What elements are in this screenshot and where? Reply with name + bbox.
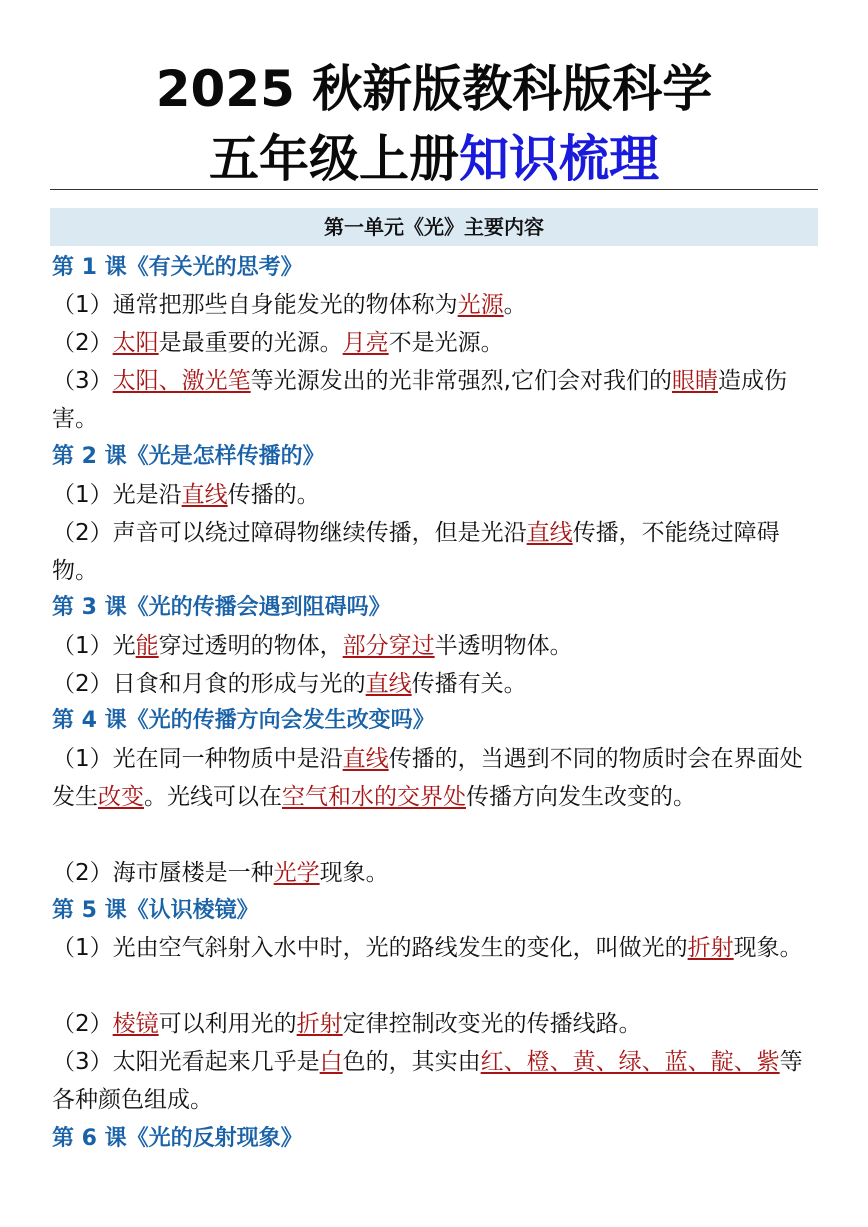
lesson-paragraph bbox=[52, 1005, 812, 1043]
paragraph-text: 传播的。 bbox=[227, 482, 320, 508]
paragraph-text: （1）光由空气斜射入水中时，光的路线发生的变化，叫做光的 bbox=[52, 935, 688, 961]
keyword: 直线 bbox=[526, 520, 573, 546]
paragraph-text: （2）日食和月食的形成与光的 bbox=[52, 671, 366, 697]
paragraph-text: （2） bbox=[52, 1011, 113, 1037]
keyword: 红、橙、黄、绿、蓝、靛、紫 bbox=[480, 1049, 780, 1075]
paragraph-text: 。光线可以在 bbox=[144, 784, 282, 810]
paragraph-text: 传播有关。 bbox=[411, 671, 527, 697]
paragraph-text: （2）海市蜃楼是一种 bbox=[52, 860, 274, 886]
paragraph-text: 色的，其实由 bbox=[342, 1049, 481, 1075]
keyword: 能 bbox=[135, 633, 159, 659]
lesson-title: 第 4 课《光的传播方向会发生改变吗》 bbox=[52, 708, 435, 733]
paragraph-text: 半透明物体。 bbox=[434, 633, 573, 659]
keyword: 空气和水的交界处 bbox=[282, 784, 466, 810]
lesson-paragraph bbox=[52, 286, 812, 324]
paragraph-text: 现象。 bbox=[319, 860, 389, 886]
keyword: 太阳、激光笔 bbox=[112, 368, 251, 394]
paragraph-text: 传播方向发生改变的。 bbox=[466, 784, 696, 810]
keyword: 棱镜 bbox=[112, 1011, 159, 1037]
keyword: 月亮 bbox=[342, 330, 389, 356]
paragraph-text: 传播的，当遇到不同的物质时会在界面处发生 bbox=[52, 746, 803, 810]
lesson-title: 第 6 课《光的反射现象》 bbox=[52, 1126, 303, 1151]
paragraph-text: 不是光源。 bbox=[388, 330, 504, 356]
keyword: 直线 bbox=[342, 746, 389, 772]
lesson-paragraph bbox=[52, 1043, 812, 1119]
paragraph-text: （3） bbox=[52, 368, 113, 394]
lesson-paragraph bbox=[52, 627, 812, 665]
keyword: 眼睛 bbox=[671, 368, 718, 394]
lesson-paragraph bbox=[52, 929, 812, 967]
document-title-line2 bbox=[0, 128, 868, 190]
paragraph-text: （3）太阳光看起来几乎是 bbox=[52, 1049, 320, 1075]
keyword: 折射 bbox=[687, 935, 734, 961]
lesson-title: 第 3 课《光的传播会遇到阻碍吗》 bbox=[52, 595, 391, 620]
lesson-paragraph bbox=[52, 740, 812, 816]
unit-heading: 第一单元《光》主要内容 bbox=[50, 208, 818, 246]
keyword: 白 bbox=[319, 1049, 343, 1075]
paragraph-text: （1）光 bbox=[52, 633, 136, 659]
paragraph-text: （1）光是沿 bbox=[52, 482, 182, 508]
paragraph-text: （2） bbox=[52, 330, 113, 356]
paragraph-text: 。 bbox=[503, 292, 527, 318]
title-highlight: 知识梳理 bbox=[459, 130, 659, 188]
paragraph-text: （1）通常把那些自身能发光的物体称为 bbox=[52, 292, 458, 318]
paragraph-text: （2）声音可以绕过障碍物继续传播，但是光沿 bbox=[52, 520, 527, 546]
document-title-line1: 2025 秋新版教科版科学 bbox=[155, 60, 713, 118]
paragraph-text: 定律控制改变光的传播线路。 bbox=[342, 1011, 642, 1037]
keyword: 光学 bbox=[273, 860, 320, 886]
paragraph-text: 穿过透明的物体， bbox=[158, 633, 343, 659]
keyword: 部分穿过 bbox=[342, 633, 435, 659]
keyword: 直线 bbox=[365, 671, 412, 697]
paragraph-text: 可以利用光的 bbox=[158, 1011, 297, 1037]
lesson-paragraph bbox=[52, 476, 812, 514]
paragraph-text: （1）光在同一种物质中是沿 bbox=[52, 746, 343, 772]
keyword: 折射 bbox=[296, 1011, 343, 1037]
keyword: 太阳 bbox=[112, 330, 159, 356]
lesson-paragraph bbox=[52, 514, 812, 590]
lesson-paragraph bbox=[52, 362, 812, 438]
paragraph-text: 现象。 bbox=[733, 935, 803, 961]
title-prefix: 五年级上册 bbox=[209, 130, 459, 188]
lesson-title: 第 2 课《光是怎样传播的》 bbox=[52, 444, 325, 469]
keyword: 光源 bbox=[457, 292, 504, 318]
paragraph-text: 造成伤害。 bbox=[52, 368, 787, 432]
title-divider bbox=[50, 189, 818, 190]
keyword: 直线 bbox=[181, 482, 228, 508]
lesson-paragraph bbox=[52, 854, 812, 892]
lesson-title: 第 5 课《认识棱镜》 bbox=[52, 898, 259, 923]
keyword: 改变 bbox=[98, 784, 144, 810]
lesson-title: 第 1 课《有关光的思考》 bbox=[52, 255, 303, 280]
lesson-paragraph bbox=[52, 324, 812, 362]
paragraph-text: 是最重要的光源。 bbox=[158, 330, 343, 356]
lesson-paragraph bbox=[52, 665, 812, 703]
paragraph-text: 等各种颜色组成。 bbox=[52, 1049, 803, 1113]
paragraph-text: 传播，不能绕过障碍物。 bbox=[52, 520, 780, 584]
paragraph-text: 等光源发出的光非常强烈,它们会对我们的 bbox=[250, 368, 672, 394]
